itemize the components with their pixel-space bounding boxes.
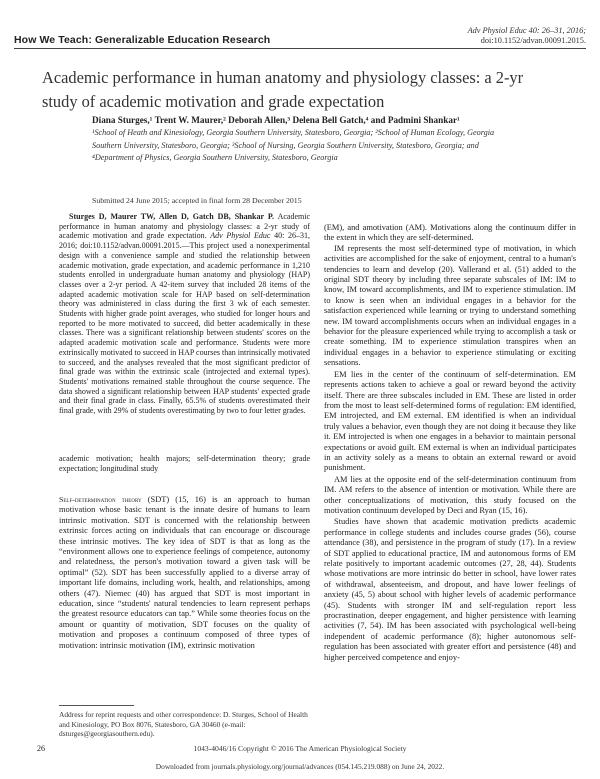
abstract <box>59 212 310 416</box>
affiliations <box>92 127 570 165</box>
affiliation-line: ¹School of Heath and Kinesiology, Georgia Southern University, Statesboro, Georgia; ²School of Human Ecology, Georgia <box>92 128 495 137</box>
body-left-column <box>59 495 310 651</box>
body-paragraph: IM represents the most self-determined type of motivation, in which activities are accomplished for the sake of enjoyment, central to a human's tendencies to learn and develop (20). Vallerand et al. (51) added to the original SDT theory by including three separate subscales of IM: IM to know, IM toward accomplishments, and IM to experience stimulation. IM to know is seen when an individual engages in a behavior for the satisfaction experienced while learning or trying to understand something new. IM toward accomplishments occurs when an individual engages in a behavior for the pleasure experienced while trying to accomplish a task or create something. IM to experience stimulation transpires when an individual engages in a behavior to experience stimulating or exciting sensations. <box>324 243 576 368</box>
doi-line[interactable]: doi:10.1152/advan.00091.2015. <box>480 36 586 45</box>
body-paragraph: AM lies at the opposite end of the self-determination continuum from IM. AM refers to the absence of intention or motivation. While there are other conceptualizations of motivation, this study focused on the motivation continuum developed by Deci and Ryan (15, 16). <box>324 474 576 515</box>
journal-reference <box>468 26 586 46</box>
body-paragraph: Studies have shown that academic motivation predicts academic performance in college students and includes course grades (56), course attendance (38), and persistence in the program of study (17). In a review of SDT applied to educational practice, IM and autonomous forms of EM relate positively to important academic outcomes (27, 28, 44). Students whose motivations are more intrinsic do better in school, have lower rates of withdrawal, absenteeism, and dropout, and have lower feelings of anxiety (45, 5) about school with higher levels of academic performance (45). Students with stronger IM and self-regulation report less procrastination, deeper engagement, and higher persistence with learning activities (7, 54). IM has been associated with psychological well-being independent of academic performance (8); higher autonomous self-regulation has been associated with greater effort and persistence (48) and higher perceived competence and enjoy- <box>324 517 576 662</box>
abstract-text-b: 40: 26–31, 2016; doi:10.1152/advan.00091.2015.—This project used a nonexperimental design with a convenience sample and studied the relationship between academic motivation, grade expectation, and academic performance in 1,210 students enrolled in undergraduate human anatomy and physiology (HAP) classes over a 2-yr period. A 42-item survey that included 28 items of the adapted academic motivation scale for HAP based on self-determination theory was administered in class during the first 3 wk of each semester. Students with higher grade point averages, who studied for longer hours and reported to be more motivated to succeed, did better academically in these classes. There was a significant relationship between students' scores on the adapted academic motivation scale and performance. Students were more extrinsically motivated to succeed in HAP courses than intrinsically motivated to succeed, and the analyses revealed that the most significant predictor of final grade was within the extrinsic scale (introjected and external types). Students' motivations remained stable throughout the course sequence. The data showed a significant relationship between HAP students' expected grade and their final grade in class. Finally, 65.5% of students overestimated their final grade, with 29% of students overestimating by two to four letter grades. <box>59 231 310 416</box>
body-right-column <box>324 223 576 663</box>
header-rule <box>14 48 586 49</box>
article-title: Academic performance in human anatomy and physiology classes: a 2-yr study of academic motivation and grade expectation <box>42 68 524 111</box>
footnote: Address for reprint requests and other correspondence: D. Sturges, School of Health and Kinesiology, PO Box 8076, Statesboro, GA 30460 (e-mail: dsturges@georgiasouthern.edu). <box>59 710 308 739</box>
body-paragraph: (EM), and amotivation (AM). Motivations along the continuum differ in the extent in which they are self-determined. <box>324 223 576 243</box>
download-notice[interactable]: Downloaded from journals.physiology.org/journal/advances (054.145.219.088) on June 24, 2022. <box>155 762 445 771</box>
affiliation-line: Southern University, Statesboro, Georgia; ³School of Nursing, Georgia Southern University, Statesboro, Georgia; and <box>92 140 479 150</box>
submission-dates: Submitted 24 June 2015; accepted in final form 28 December 2015 <box>92 196 302 205</box>
body-paragraph: (SDT) (15, 16) is an approach to human motivation whose basic tenant is the innate desire of humans to learn intrinsic motivation. SDT is concerned with the relationship between extrinsic forces acting on individuals that can encourage or discourage these intrinsic motives. The key idea of SDT is that as long as the “environment allows one to experience feelings of competence, autonomy and relatedness, the person's motivation toward a given task will be optimal” (52). SDT has been successfully applied to a diverse array of important life domains, including work, health, and relationships, among others (47). Niemec (40) has argued that SDT is most important in education, since “students' natural tendencies to learn represent perhaps the greatest resource educators can tap.” While some theories focus on the amount or quantity of motivation, SDT focuses on the quality of motivation and proposes a continuum composed of three types of motivation: intrinsic motivation (IM), extrinsic motivation <box>59 495 310 650</box>
abstract-journal: Adv Physiol Educ <box>210 231 271 241</box>
section-label: How We Teach: Generalizable Education Research <box>14 34 271 46</box>
abstract-text-a: Academic performance in human anatomy and physiology classes: a 2-yr study of academic motivation and grade expectation. <box>59 212 311 241</box>
lead-smallcaps: Self-determination theory <box>59 495 142 504</box>
author-list: Diana Sturges,¹ Trent W. Maurer,² Deborah Allen,³ Delena Bell Gatch,⁴ and Padmini Shankar¹ <box>92 115 460 125</box>
keywords: academic motivation; health majors; self-determination theory; grade expectation; longitudinal study <box>59 454 310 473</box>
footnote-rule <box>59 705 134 706</box>
footer-copyright: 1043-4046/16 Copyright © 2016 The American Physiological Society <box>193 744 407 753</box>
affiliation-line: ⁴Department of Physics, Georgia Southern University, Statesboro, Georgia <box>92 153 338 162</box>
body-paragraph: EM lies in the center of the continuum of self-determination. EM represents actions taken to achieve a goal or reward beyond the activity itself. There are three subscales included in EM. These are listed in order from the most to least self-determined forms of regulation: EM identified, EM introjected, and EM external. EM identified is when an individual truly values a behavior, even though they are not doing it because they like it. EM introjected is when one engages in a behavior to maintain personal expectations or avoid guilt. EM external is when an individual participates in an activity solely as a means to obtain an external reward or avoid punishment. <box>324 369 576 473</box>
journal-line: Adv Physiol Educ 40: 26–31, 2016; <box>467 26 586 35</box>
abstract-cite-authors: Sturges D, Maurer TW, Allen D, Gatch DB, Shankar P. <box>69 212 275 221</box>
page-number: 26 <box>37 744 45 753</box>
